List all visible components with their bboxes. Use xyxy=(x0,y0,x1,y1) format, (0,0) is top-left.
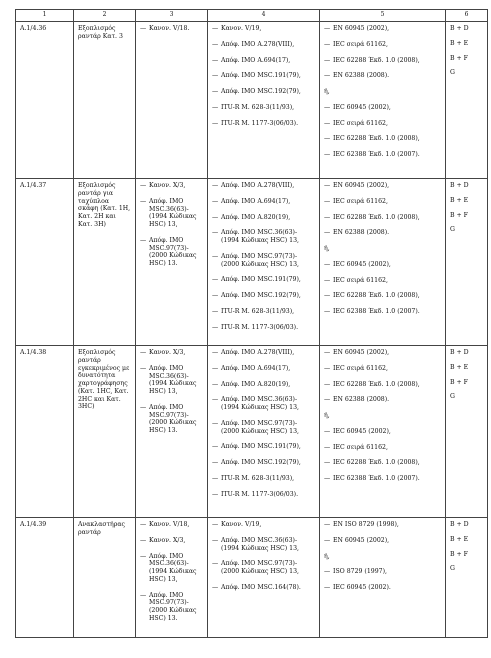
testing-standards-cell xyxy=(208,346,320,518)
standard-item: ή, xyxy=(324,552,330,560)
testing-standards-cell xyxy=(208,22,320,179)
standard-item: — IEC 62388 Έκδ. 1.0 (2007). xyxy=(324,475,441,483)
conformity-modules-cell-list xyxy=(450,521,483,573)
testing-standards-cell-list xyxy=(212,349,315,498)
testing-standard-item: — ITU-R M. 1177-3(06/03). xyxy=(212,324,315,332)
module-item: G xyxy=(450,565,455,573)
testing-standard-item: — Απόφ. ΙΜΟ Α.820(19), xyxy=(212,381,315,389)
item-number: A.1/4.37 xyxy=(20,182,47,189)
testing-standard-item: — Απόφ. ΙΜΟ Α.694(17), xyxy=(212,57,315,65)
testing-standards-cell-list xyxy=(212,182,315,331)
testing-standard-item: — Απόφ. ΙΜΟ MSC.192(79), xyxy=(212,88,315,96)
standard-item: — IEC 62288 Έκδ. 1.0 (2008), xyxy=(324,381,441,389)
standard-item: ή, xyxy=(324,88,330,95)
module-item: B + F xyxy=(450,54,468,62)
testing-standard-item: — Κανον. V/19, xyxy=(212,521,315,529)
item-description-cell xyxy=(74,179,136,346)
conformity-modules-cell xyxy=(446,346,488,518)
header-cell-5: 5 xyxy=(320,10,446,22)
item-number: A.1/4.39 xyxy=(20,521,47,528)
testing-standards-cell xyxy=(208,518,320,638)
standard-item: — ISO 8729 (1997), xyxy=(324,568,441,576)
standards-cell-list xyxy=(324,25,441,159)
module-item: B + F xyxy=(450,550,468,558)
regulation-cell-list xyxy=(140,521,203,623)
module-item: B + E xyxy=(450,535,469,543)
item-number: A.1/4.38 xyxy=(20,349,47,356)
standard-item: — EN ISO 8729 (1998), xyxy=(324,521,441,529)
testing-standard-item: — Απόφ. ΙΜΟ MSC.36(63)-(1994 Κώδικας HSC) 13, xyxy=(212,229,315,245)
standard-item: — IEC 60945 (2002), xyxy=(324,261,441,269)
testing-standard-item: — Απόφ. ΙΜΟ MSC.97(73)-(2000 Κώδικας HSC) 13, xyxy=(212,560,315,576)
standard-item: — EN 62388 (2008). xyxy=(324,396,441,404)
conformity-modules-cell xyxy=(446,179,488,346)
testing-standard-item: — ITU-R M. 628-3(11/93), xyxy=(212,308,315,316)
regulation-cell xyxy=(136,179,208,346)
testing-standard-item: — Απόφ. ΙΜΟ MSC.192(79), xyxy=(212,459,315,467)
conformity-modules-cell-list xyxy=(450,349,483,401)
standard-item: — IEC σειρά 61162, xyxy=(324,120,441,128)
module-item: B + D xyxy=(450,349,469,356)
regulation-cell xyxy=(136,518,208,638)
standards-cell-list xyxy=(324,182,441,316)
regulation-item: — Κανον. V/18, xyxy=(140,521,203,529)
regulation-item: — Απόφ. ΙΜΟ MSC.97(73)-(2000 Κώδικας HSC) 13. xyxy=(140,404,203,435)
testing-standard-item: — Απόφ. ΙΜΟ Α.278(VIII), xyxy=(212,41,315,49)
testing-standard-item: — Απόφ. ΙΜΟ MSC.191(79), xyxy=(212,276,315,284)
module-item: G xyxy=(450,69,455,77)
header-cell-4: 4 xyxy=(208,10,320,22)
standard-item: — IEC σειρά 61162, xyxy=(324,198,441,206)
regulation-cell-list xyxy=(140,349,203,435)
testing-standard-item: — ITU-R M. 628-3(11/93), xyxy=(212,475,315,483)
item-number-cell xyxy=(16,22,74,179)
item-number-cell xyxy=(16,518,74,638)
regulation-item: — Κανον. X/3, xyxy=(140,182,203,190)
conformity-modules-cell-list xyxy=(450,25,483,77)
header-row xyxy=(16,10,488,22)
item-number: A.1/4.36 xyxy=(20,25,47,32)
testing-standard-item: — Απόφ. ΙΜΟ Α.694(17), xyxy=(212,198,315,206)
standard-item: — IEC 62288 Έκδ. 1.0 (2008), xyxy=(324,135,441,143)
standard-item: — IEC 60945 (2002). xyxy=(324,584,441,592)
standard-item: — IEC 62388 Έκδ. 1.0 (2007). xyxy=(324,308,441,316)
testing-standard-item: — Απόφ. ΙΜΟ Α.278(VIII), xyxy=(212,349,315,357)
standard-item: ή, xyxy=(324,412,330,419)
item-description-cell xyxy=(74,22,136,179)
testing-standard-item: — ITU-R M. 1177-3(06/03). xyxy=(212,120,315,128)
standard-item: — EN 62388 (2008). xyxy=(324,72,441,80)
table-row xyxy=(16,346,488,518)
item-description: Εξοπλισμός ραντάρ για ταχύπλοα σκάφη (Κατ. 1H, Κατ. 2H και Κατ. 3H) xyxy=(78,182,131,228)
testing-standard-item: — Απόφ. ΙΜΟ MSC.191(79), xyxy=(212,72,315,80)
regulation-item: — Απόφ. ΙΜΟ MSC.97(73)-(2000 Κώδικας HSC) 13. xyxy=(140,237,203,268)
conformity-modules-cell-list xyxy=(450,182,483,234)
regulation-item: — Κανον. X/3, xyxy=(140,349,203,357)
equipment-table xyxy=(15,9,488,638)
standard-item: — IEC σειρά 61162, xyxy=(324,444,441,452)
standards-cell xyxy=(320,179,446,346)
item-description: Ανακλαστήρας ραντάρ xyxy=(78,521,126,536)
regulation-item: — Κανον. V/18. xyxy=(140,25,203,33)
standards-cell xyxy=(320,518,446,638)
testing-standard-item: — Απόφ. ΙΜΟ Α.278(VIII), xyxy=(212,182,315,190)
regulation-item: — Απόφ. ΙΜΟ MSC.36(63)-(1994 Κώδικας HSC) 13, xyxy=(140,198,203,229)
testing-standard-item: — Απόφ. ΙΜΟ Α.694(17), xyxy=(212,365,315,373)
standard-item: — IEC 60945 (2002), xyxy=(324,428,441,436)
module-item: B + F xyxy=(450,378,468,386)
module-item: B + F xyxy=(450,211,468,219)
standard-item: — EN 60945 (2002), xyxy=(324,25,441,33)
testing-standard-item: — ITU-R M. 1177-3(06/03). xyxy=(212,491,315,499)
testing-standard-item: — Απόφ. ΙΜΟ MSC.36(63)-(1994 Κώδικας HSC) 13, xyxy=(212,396,315,412)
standards-cell-list xyxy=(324,521,441,592)
item-description: Εξοπλισμός ραντάρ εγκεκριμένος με δυνατότητα χαρτογράφησης (Κατ. 1HC, Κατ. 2HC και Κατ. 3HC) xyxy=(78,349,130,411)
module-item: B + E xyxy=(450,196,469,204)
standard-item: — EN 60945 (2002), xyxy=(324,349,441,357)
testing-standard-item: — Κανον. V/19, xyxy=(212,25,315,33)
item-description-cell xyxy=(74,518,136,638)
standards-cell-list xyxy=(324,349,441,483)
item-description: Εξοπλισμός ραντάρ Κατ. 3 xyxy=(78,25,123,40)
regulation-cell xyxy=(136,346,208,518)
module-item: G xyxy=(450,393,455,401)
regulation-item: — Απόφ. ΙΜΟ MSC.36(63)-(1994 Κώδικας HSC) 13, xyxy=(140,365,203,396)
header-cell-2: 2 xyxy=(74,10,136,22)
standard-item: — IEC 62288 Έκδ. 1.0 (2008), xyxy=(324,292,441,300)
standard-item: — IEC 62388 Έκδ. 1.0 (2007). xyxy=(324,151,441,159)
table-row xyxy=(16,22,488,179)
testing-standard-item: — Απόφ. ΙΜΟ MSC.191(79), xyxy=(212,443,315,451)
module-item: B + D xyxy=(450,25,469,32)
standard-item: — IEC σειρά 61162, xyxy=(324,365,441,373)
standard-item: ή, xyxy=(324,245,330,252)
conformity-modules-cell xyxy=(446,22,488,179)
regulation-item: — Απόφ. ΙΜΟ MSC.97(73)-(2000 Κώδικας HSC) 13. xyxy=(140,592,203,623)
standard-item: — EN 62388 (2008). xyxy=(324,229,441,237)
standard-item: — IEC 62288 Έκδ. 1.0 (2008), xyxy=(324,214,441,222)
table-row xyxy=(16,518,488,638)
module-item: G xyxy=(450,226,455,234)
standard-item: — EN 60945 (2002), xyxy=(324,182,441,190)
standard-item: — IEC σειρά 61162, xyxy=(324,277,441,285)
regulation-cell-list xyxy=(140,25,203,33)
header-cell-6: 6 xyxy=(446,10,488,22)
regulation-item: — Κανον. X/3, xyxy=(140,537,203,545)
testing-standards-cell-list xyxy=(212,25,315,127)
standard-item: — IEC σειρά 61162, xyxy=(324,41,441,49)
module-item: B + D xyxy=(450,521,469,528)
testing-standards-cell xyxy=(208,179,320,346)
module-item: B + E xyxy=(450,363,469,371)
conformity-modules-cell xyxy=(446,518,488,638)
testing-standard-item: — Απόφ. ΙΜΟ MSC.97(73)-(2000 Κώδικας HSC) 13, xyxy=(212,253,315,269)
testing-standards-cell-list xyxy=(212,521,315,592)
item-number-cell xyxy=(16,346,74,518)
standards-cell xyxy=(320,22,446,179)
testing-standard-item: — Απόφ. ΙΜΟ MSC.164(78). xyxy=(212,584,315,592)
testing-standard-item: — Απόφ. ΙΜΟ Α.820(19), xyxy=(212,214,315,222)
testing-standard-item: — Απόφ. ΙΜΟ MSC.192(79), xyxy=(212,292,315,300)
standard-item: — IEC 62288 Έκδ. 1.0 (2008), xyxy=(324,459,441,467)
regulation-item: — Απόφ. ΙΜΟ MSC.36(63)-(1994 Κώδικας HSC) 13, xyxy=(140,553,203,584)
module-item: B + E xyxy=(450,39,469,47)
testing-standard-item: — Απόφ. ΙΜΟ MSC.36(63)-(1994 Κώδικας HSC) 13, xyxy=(212,537,315,553)
regulation-cell-list xyxy=(140,182,203,268)
header-cell-3: 3 xyxy=(136,10,208,22)
standard-item: — EN 60945 (2002), xyxy=(324,537,441,545)
item-number-cell xyxy=(16,179,74,346)
testing-standard-item: — Απόφ. ΙΜΟ MSC.97(73)-(2000 Κώδικας HSC) 13, xyxy=(212,420,315,436)
standard-item: — IEC 62288 Έκδ. 1.0 (2008), xyxy=(324,57,441,65)
standards-cell xyxy=(320,346,446,518)
testing-standard-item: — ITU-R M. 628-3(11/93), xyxy=(212,104,315,112)
regulation-cell xyxy=(136,22,208,179)
table-row xyxy=(16,179,488,346)
standard-item: — IEC 60945 (2002), xyxy=(324,104,441,112)
item-description-cell xyxy=(74,346,136,518)
module-item: B + D xyxy=(450,182,469,189)
header-cell-1: 1 xyxy=(16,10,74,22)
